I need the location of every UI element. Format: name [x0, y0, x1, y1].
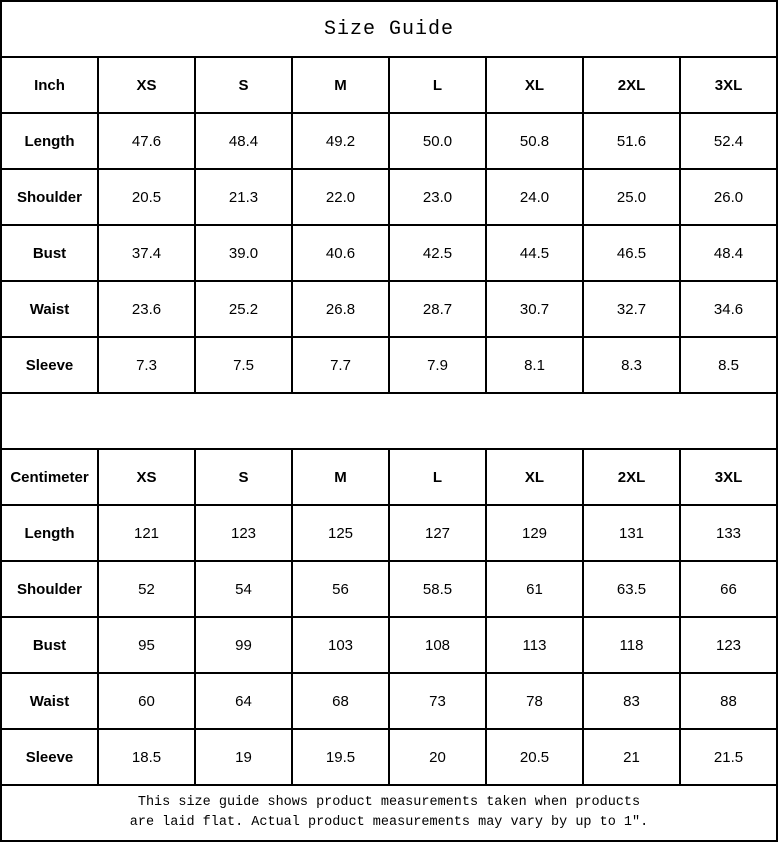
note-line-1: This size guide shows product measurements taken when products — [137, 795, 641, 810]
table-spacer — [1, 393, 777, 449]
measurement-value: 52 — [98, 561, 195, 617]
size-guide-note — [1, 785, 777, 841]
measurement-value: 125 — [292, 505, 389, 561]
measurement-value: 37.4 — [98, 225, 195, 281]
measurement-value: 51.6 — [583, 113, 680, 169]
size-header: S — [195, 449, 292, 505]
measurement-value: 88 — [680, 673, 777, 729]
measurement-value: 23.6 — [98, 281, 195, 337]
size-header: 3XL — [680, 449, 777, 505]
measurement-value: 133 — [680, 505, 777, 561]
title-row — [1, 1, 777, 57]
measurement-value: 19 — [195, 729, 292, 785]
size-header: XL — [486, 449, 583, 505]
measurement-value: 25.2 — [195, 281, 292, 337]
measurement-value: 50.8 — [486, 113, 583, 169]
measurement-value: 60 — [98, 673, 195, 729]
measurement-value: 21.5 — [680, 729, 777, 785]
note-line-2: are laid flat. Actual product measurements may vary by up to 1″. — [129, 815, 649, 830]
measurement-value: 56 — [292, 561, 389, 617]
measurement-value: 61 — [486, 561, 583, 617]
measurement-label: Length — [1, 113, 98, 169]
measurement-value: 7.7 — [292, 337, 389, 393]
measurement-value: 64 — [195, 673, 292, 729]
measurement-value: 54 — [195, 561, 292, 617]
measurement-value: 26.0 — [680, 169, 777, 225]
size-header: L — [389, 57, 486, 113]
table-row — [1, 169, 777, 225]
table-row — [1, 113, 777, 169]
size-header: 3XL — [680, 57, 777, 113]
table-row — [1, 225, 777, 281]
measurement-value: 48.4 — [680, 225, 777, 281]
measurement-value: 20.5 — [486, 729, 583, 785]
measurement-value: 73 — [389, 673, 486, 729]
size-header: S — [195, 57, 292, 113]
measurement-value: 49.2 — [292, 113, 389, 169]
unit-header-centimeter: Centimeter — [1, 449, 98, 505]
measurement-value: 103 — [292, 617, 389, 673]
measurement-value: 24.0 — [486, 169, 583, 225]
measurement-value: 18.5 — [98, 729, 195, 785]
measurement-value: 129 — [486, 505, 583, 561]
measurement-value: 46.5 — [583, 225, 680, 281]
measurement-value: 28.7 — [389, 281, 486, 337]
measurement-label: Bust — [1, 617, 98, 673]
measurement-value: 44.5 — [486, 225, 583, 281]
measurement-label: Bust — [1, 225, 98, 281]
size-header: XS — [98, 57, 195, 113]
size-header: XL — [486, 57, 583, 113]
measurement-value: 48.4 — [195, 113, 292, 169]
measurement-value: 23.0 — [389, 169, 486, 225]
measurement-value: 40.6 — [292, 225, 389, 281]
measurement-label: Length — [1, 505, 98, 561]
table-row — [1, 281, 777, 337]
measurement-value: 52.4 — [680, 113, 777, 169]
measurement-value: 21.3 — [195, 169, 292, 225]
measurement-value: 8.1 — [486, 337, 583, 393]
table-row — [1, 617, 777, 673]
table-row — [1, 337, 777, 393]
measurement-value: 127 — [389, 505, 486, 561]
measurement-value: 113 — [486, 617, 583, 673]
measurement-value: 63.5 — [583, 561, 680, 617]
inch-header-row — [1, 57, 777, 113]
size-header: XS — [98, 449, 195, 505]
table-row — [1, 561, 777, 617]
measurement-value: 20 — [389, 729, 486, 785]
size-header: L — [389, 449, 486, 505]
cm-header-row — [1, 449, 777, 505]
measurement-value: 58.5 — [389, 561, 486, 617]
measurement-value: 22.0 — [292, 169, 389, 225]
measurement-value: 123 — [195, 505, 292, 561]
measurement-value: 50.0 — [389, 113, 486, 169]
measurement-value: 78 — [486, 673, 583, 729]
measurement-value: 123 — [680, 617, 777, 673]
size-header: 2XL — [583, 57, 680, 113]
table-row — [1, 673, 777, 729]
measurement-value: 25.0 — [583, 169, 680, 225]
measurement-value: 34.6 — [680, 281, 777, 337]
measurement-value: 47.6 — [98, 113, 195, 169]
size-guide-title: Size Guide — [1, 1, 777, 57]
measurement-value: 8.3 — [583, 337, 680, 393]
measurement-value: 42.5 — [389, 225, 486, 281]
size-header: M — [292, 449, 389, 505]
measurement-value: 20.5 — [98, 169, 195, 225]
measurement-label: Waist — [1, 281, 98, 337]
measurement-value: 121 — [98, 505, 195, 561]
measurement-label: Waist — [1, 673, 98, 729]
size-header: 2XL — [583, 449, 680, 505]
measurement-value: 118 — [583, 617, 680, 673]
spacer-row — [1, 393, 777, 449]
measurement-label: Shoulder — [1, 169, 98, 225]
unit-header-inch: Inch — [1, 57, 98, 113]
measurement-value: 8.5 — [680, 337, 777, 393]
size-header: M — [292, 57, 389, 113]
measurement-label: Sleeve — [1, 729, 98, 785]
measurement-value: 21 — [583, 729, 680, 785]
measurement-value: 66 — [680, 561, 777, 617]
measurement-value: 68 — [292, 673, 389, 729]
measurement-value: 39.0 — [195, 225, 292, 281]
measurement-value: 108 — [389, 617, 486, 673]
measurement-label: Shoulder — [1, 561, 98, 617]
measurement-value: 7.9 — [389, 337, 486, 393]
table-row — [1, 505, 777, 561]
measurement-value: 99 — [195, 617, 292, 673]
measurement-value: 7.3 — [98, 337, 195, 393]
measurement-value: 83 — [583, 673, 680, 729]
measurement-value: 32.7 — [583, 281, 680, 337]
measurement-value: 7.5 — [195, 337, 292, 393]
measurement-value: 95 — [98, 617, 195, 673]
table-row — [1, 729, 777, 785]
measurement-value: 131 — [583, 505, 680, 561]
measurement-value: 26.8 — [292, 281, 389, 337]
note-row — [1, 785, 777, 841]
measurement-value: 19.5 — [292, 729, 389, 785]
measurement-label: Sleeve — [1, 337, 98, 393]
measurement-value: 30.7 — [486, 281, 583, 337]
